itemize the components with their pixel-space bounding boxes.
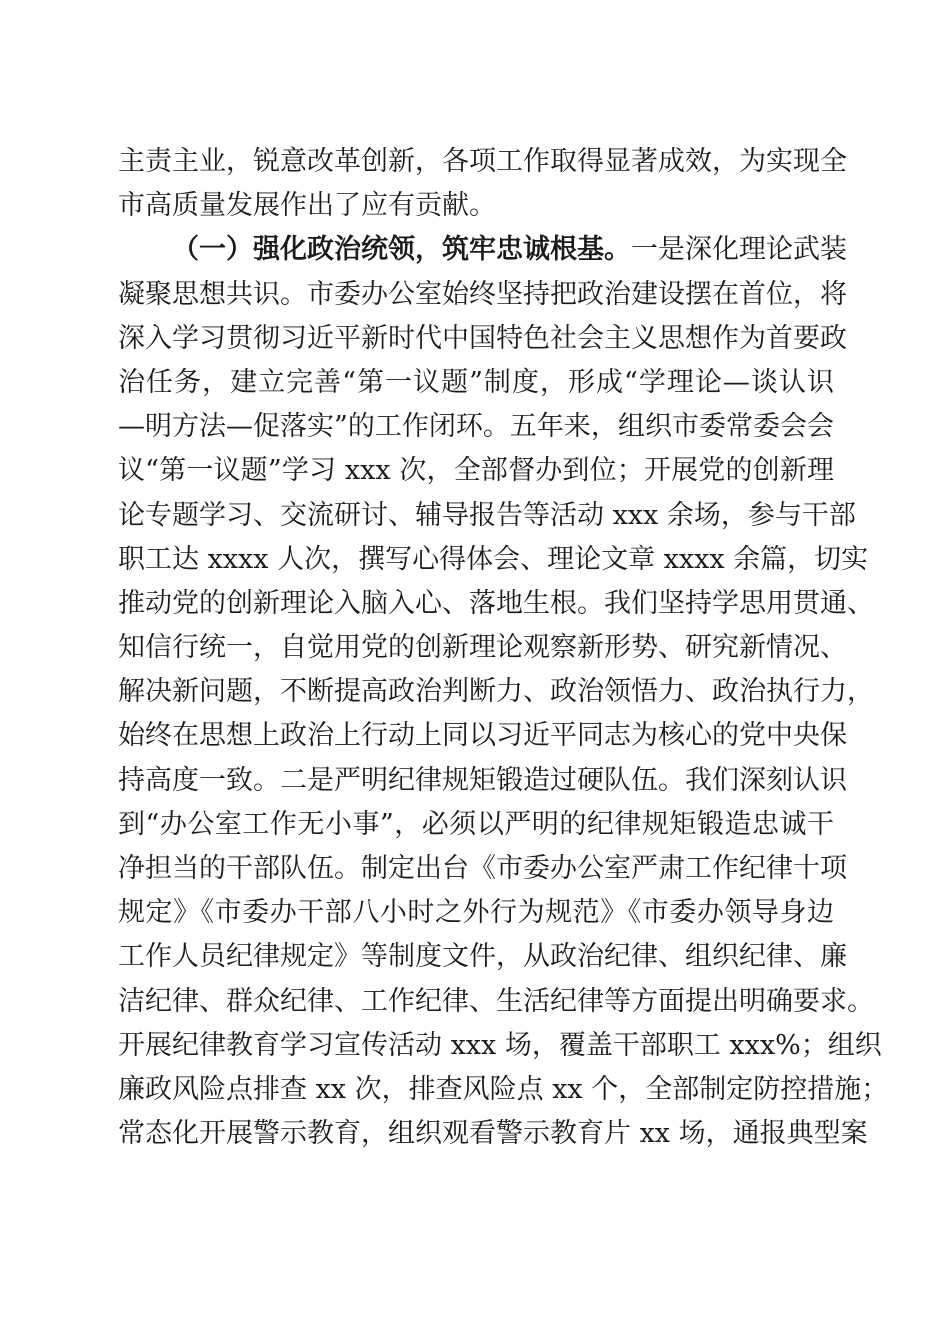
- text-line: 净担当的干部队伍。制定出台《市委办公室严肃工作纪律十项: [118, 853, 847, 884]
- text-line: 开展纪律教育学习宣传活动 xxx 场，覆盖干部职工 xxx%；组织: [118, 1029, 882, 1061]
- section-first-line: [118, 228, 847, 272]
- text-line: 治任务，建立完善“第一议题”制度，形成“学理论—谈认识: [118, 366, 834, 398]
- text-line: 凝聚思想共识。市委办公室始终坚持把政治建设摆在首位，将: [118, 278, 847, 310]
- text-line: 深入学习贯彻习近平新时代中国特色社会主义思想作为首要政: [118, 322, 847, 354]
- text-line: 推动党的创新理论入脑入心、落地生根。我们坚持学思用贯通、: [118, 587, 874, 619]
- text-line: 职工达 xxxx 人次，撰写心得体会、理论文章 xxxx 余篇，切实: [118, 543, 869, 575]
- text-line: 规定》《市委办干部八小时之外行为规范》《市委办领导身边: [118, 897, 834, 929]
- text-line: 市高质量发展作出了应有贡献。: [118, 190, 496, 222]
- text-line: 论专题学习、交流研讨、辅导报告等活动 xxx 余场，参与干部: [118, 499, 856, 531]
- text-line: 解决新问题，不断提高政治判断力、政治领悟力、政治执行力，: [118, 676, 874, 708]
- text-line: 工作人员纪律规定》等制度文件，从政治纪律、组织纪律、廉: [118, 941, 847, 973]
- section-first-line-text: 一是深化理论武装: [631, 234, 847, 266]
- text-line: —明方法—促落实”的工作闭环。五年来，组织市委常委会会: [118, 411, 834, 443]
- text-line: 始终在思想上政治上行动上同以习近平同志为核心的党中央保: [118, 720, 847, 752]
- document-body: [118, 140, 889, 1156]
- text-line: 常态化开展警示教育，组织观看警示教育片 xx 场，通报典型案: [118, 1118, 868, 1150]
- text-line: 知信行统一，自觉用党的创新理论观察新形势、研究新情况、: [118, 632, 847, 664]
- text-line: 持高度一致。二是严明纪律规矩锻造过硬队伍。我们深刻认识: [118, 764, 847, 796]
- text-line: 议“第一议题”学习 xxx 次，全部督办到位；开展党的创新理: [118, 455, 834, 487]
- text-line: 到“办公室工作无小事”，必须以严明的纪律规矩锻造忠诚干: [118, 808, 834, 840]
- text-line: 主责主业，锐意改革创新，各项工作取得显著成效，为实现全: [118, 146, 847, 177]
- section-heading: （一）强化政治统领，筑牢忠诚根基。: [172, 234, 631, 266]
- text-line: 洁纪律、群众纪律、工作纪律、生活纪律等方面提出明确要求。: [118, 985, 874, 1017]
- text-line: 廉政风险点排查 xx 次，排查风险点 xx 个，全部制定防控措施；: [118, 1073, 889, 1105]
